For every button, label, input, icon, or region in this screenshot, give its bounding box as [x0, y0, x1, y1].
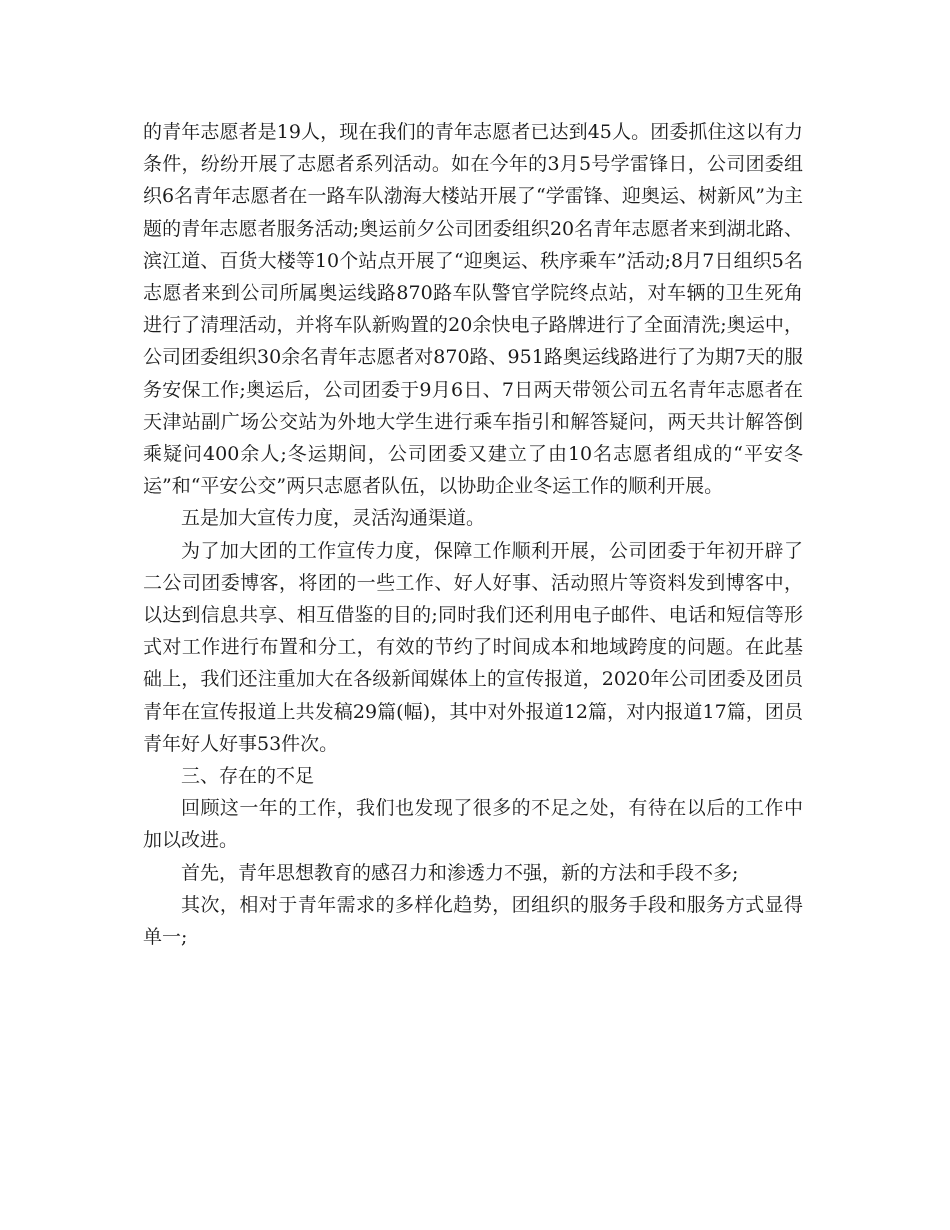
- paragraph-review: 回顾这一年的工作，我们也发现了很多的不足之处，有待在以后的工作中加以改进。: [143, 797, 803, 852]
- paragraph-second-shortcoming: 其次，相对于青年需求的多样化趋势，团组织的服务手段和服务方式显得单一;: [143, 893, 803, 949]
- paragraph-volunteer-activities: 的青年志愿者是19人，现在我们的青年志愿者已达到45人。团委抓住这以有力条件，纷纷开展了志愿者系列活动。如在今年的3月5号学雷锋日，公司团委组织6名青年志愿者在一路车队渤海大楼站开展了“学雷锋、迎奥运、树新风”为主题的青年志愿者服务活动;奥运前夕公司团委组织20名青年志愿者来到湖北路、滨江道、百货大楼等10个站点开展了“迎奥运、秩序乘车”活动;8月7日组织5名志愿者来到公司所属奥运线路870路车队警官学院终点站，对车辆的卫生死角进行了清理活动，并将车队新购置的20余快电子路牌进行了全面清洗;奥运中，公司团委组织30余名青年志愿者对870路、951路奥运线路进行了为期7天的服务安保工作;奥运后，公司团委于9月6日、7日两天带领公司五名青年志愿者在天津站副广场公交站为外地大学生进行乘车指引和解答疑问，两天共计解答倒乘疑问400余人;冬运期间，公司团委又建立了由10名志愿者组成的“平安冬运”和“平安公交”两只志愿者队伍，以协助企业冬运工作的顺利开展。: [143, 121, 803, 498]
- paragraph-publicity-details: 为了加大团的工作宣传力度，保障工作顺利开展，公司团委于年初开辟了二公司团委博客，将团的一些工作、好人好事、活动照片等资料发到博客中，以达到信息共享、相互借鉴的目的;同时我们还利用电子邮件、电话和短信等形式对工作进行布置和分工，有效的节约了时间成本和地域跨度的问题。在此基础上，我们还注重加大在各级新闻媒体上的宣传报道，2020年公司团委及团员青年在宣传报道上共发稿29篇(幅)，其中对外报道12篇，对内报道17篇，团员青年好人好事53件次。: [143, 539, 803, 755]
- paragraph-first-shortcoming: 首先，青年思想教育的感召力和渗透力不强，新的方法和手段不多;: [181, 861, 739, 884]
- section-heading-shortcomings: 三、存在的不足: [181, 765, 315, 788]
- document-body: [143, 116, 803, 953]
- paragraph-publicity-heading: 五是加大宣传力度，灵活沟通渠道。: [181, 507, 486, 530]
